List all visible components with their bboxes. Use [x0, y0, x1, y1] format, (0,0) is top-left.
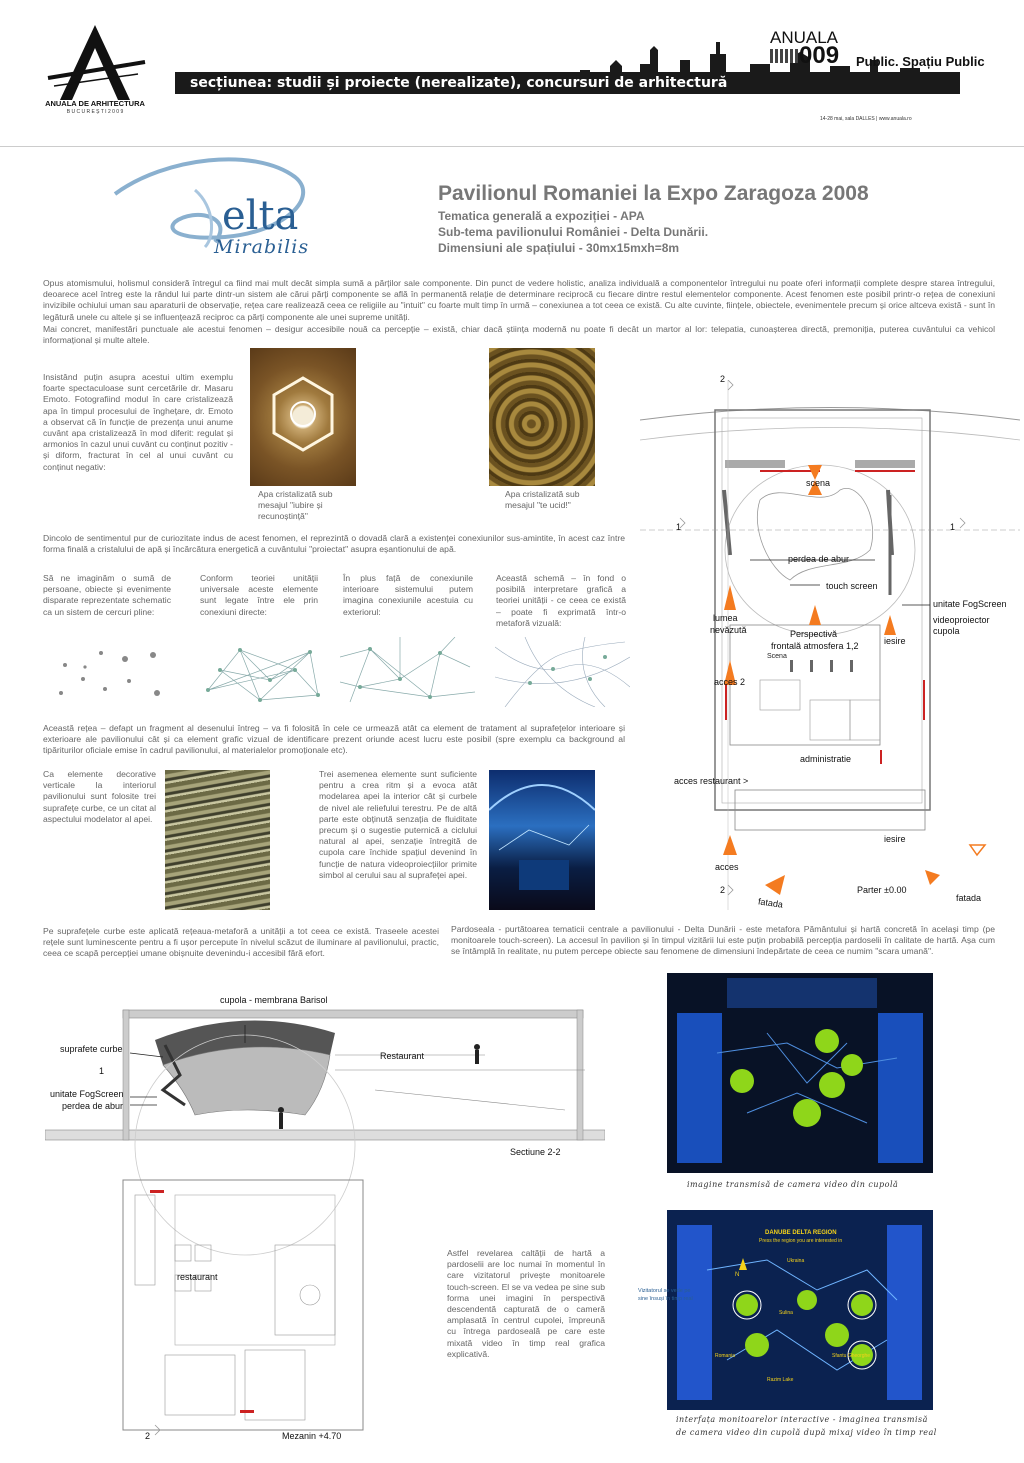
- camera-render: [667, 973, 933, 1173]
- plan-num-1-left: 1: [676, 522, 682, 532]
- plan-iesire-2: iesire: [884, 834, 906, 844]
- vizitator-label-2: sine însuși în timp real: [638, 1296, 693, 1302]
- column-text-1: Să ne imaginăm o sumă de persoane, obiecte și evenimente disparate reprezentate schematic ca un sistem de cercuri pline:: [43, 573, 171, 617]
- plan-scena: scena: [806, 478, 831, 488]
- intro-paragraph-2: Mai concret, manifestări punctuale ale acestui fenomen – desigur accesibile nouă ca percepție – există, chiar dacă știința modernă nu poate fi decât un martor al lor: telepatia, cunoașterea directă, premoniția, puterea cuvântului ca vehicol informațional și multe altele.: [43, 324, 995, 346]
- header-divider: [0, 146, 1024, 147]
- label-restaurant-plan: restaurant: [177, 1272, 218, 1282]
- plan-nevazuta: nevăzută: [710, 625, 747, 635]
- logo-title: ANUALA DE ARHITECTURA: [45, 99, 145, 108]
- decor-paragraph: Ca elemente decorative verticale la interiorul pavilionului sunt folosite trei suprafețe curbe, ce un citat al aspectului modelator al apei.: [43, 769, 156, 824]
- plan-frontala: frontală atmosfera 1,2: [771, 641, 859, 651]
- label-romania: Romania: [715, 1353, 736, 1359]
- plan-touch-screen: touch screen: [826, 581, 878, 591]
- emoto-paragraph: Insistând puțin asupra acestui ultim exemplu foarte spectaculoase sunt cercetările dr. Masaru Emoto. Fotografiind modul în care cristalizează apa în timpul procesului de înghețare, dr. Emoto a observat că în funcție de prezența unui anume cuvânt apa cristalizează în mod diferit: regulat și armonios în cazul unui cuvânt cu conținut pozitiv - și diform, fracturat în cel al unui cuvânt cu conținut negativ:: [43, 372, 233, 472]
- label-cupola-membrana: cupola - membrana Barisol: [220, 995, 328, 1005]
- retea-paragraph: Această rețea – defapt un fragment al desenului întreg – va fi folosită în cele ce urmează atât ca element de tratament al suprafețelor interioare și exterioare ale pavilionului cât și ca element grafic vizual de identificare prezent oriunde acest lucru este posibil (spre exemplu ca background al tipăriturilor oficiale emise în cadrul pavilionului, al materialelor promoționale etc).: [43, 723, 625, 756]
- danube-title: DANUBE DELTA REGION: [765, 1230, 837, 1236]
- anuala-logo-icon: [40, 20, 150, 110]
- plan-perspectiva: Perspectivă: [790, 629, 838, 639]
- render-caption-1: imagine transmisă de camera video din cupolă: [687, 1180, 899, 1189]
- section-drawing: [45, 995, 605, 1445]
- event-info: 14-28 mai, sala DALLES | www.anuala.ro: [820, 116, 912, 122]
- external-connections-diagram: [340, 637, 475, 707]
- plan-lumea: lumea: [713, 613, 738, 623]
- label-sfantu: Sfantu Gheorghe: [832, 1353, 871, 1359]
- subtitle-1: Tematica generală a expoziției - APA: [438, 209, 645, 223]
- logo-subtitle: B U C U R E Ș T I 2 0 0 9: [66, 109, 124, 115]
- delta-logo-script: Mirabilis: [214, 236, 310, 258]
- plan-fogscreen: unitate FogScreen: [933, 599, 1007, 609]
- astfel-paragraph: Astfel revelarea caltății de hartă a pardoselii are loc numai în momentul în care vizitatorul privește monitoarele touch-screen. El se va vedea pe sine sub forma unei imagini în perspectivă descendentă capturată de o cameră amplasată în centrul cupolei, împreună cu întrega pardoseală pe care este mixată video în timp real grafica explicativă.: [447, 1248, 605, 1359]
- plan-num-1-right: 1: [950, 522, 956, 532]
- label-razim: Razim Lake: [767, 1377, 794, 1383]
- trei-paragraph: Trei asemenea elemente sunt suficiente pentru a crea ritm și a evoca atât modelarea apei la interior cât și curbele de nivel ale reliefului terestru. Pe de altă parte este obținută senzația de fluiditate precum și o sugestie puternică a ciclului natural al apei, senzație întregită de cupola care închide spațiul devenind în funcție de natura videoproiecțiilor primite simbol al cerului sau al suprafeței apei.: [319, 769, 477, 880]
- curbe-paragraph: Pe suprafețele curbe este aplicată rețeaua-metaforă a unității a tot ceea ce există. Traseele acestei rețele sunt luminescente pentru a fi ușor percepute în nivelul scăzut de iluminare al pavilionului, practic, ceea ce scapă percepției umane obișnuite devenindu-i accesibil fără efort.: [43, 926, 439, 959]
- plan-videoproiector: videoproiector: [933, 615, 990, 625]
- ground-floor-plan: [640, 374, 1020, 910]
- danube-subtitle: Press the region you are interested in: [759, 1238, 843, 1244]
- caption-crystal-2: Apa cristalizată sub mesajul "te ucid!": [505, 489, 580, 511]
- water-texture-photo: [165, 770, 270, 910]
- column-text-4: Această schemă – în fond o posibilă interpretare grafică a teoriei unității - ce ceea ce există – poate fi exprimată într-o metaforă vizuală:: [496, 573, 626, 628]
- dome-render-photo: [489, 770, 595, 910]
- render-caption-2a: interfața monitoarelor interactive - imaginea transmisă: [676, 1415, 928, 1424]
- north-label: N: [735, 1272, 740, 1278]
- subtitle-2: Sub-tema pavilionului României - Delta Dunării.: [438, 225, 709, 239]
- label-ukraina: Ukraina: [787, 1258, 805, 1264]
- label-num-1: 1: [99, 1066, 105, 1076]
- plan-acces-restaurant: acces restaurant >: [674, 776, 749, 786]
- plan-parter: Parter ±0.00: [857, 885, 907, 895]
- label-mezanin: Mezanin +4.70: [282, 1431, 342, 1441]
- crystal-photo-negative: [489, 348, 595, 486]
- crystal-photo-positive: [250, 348, 356, 486]
- column-text-3: În plus față de conexiunile interioare sistemului putem imagina conexiunile acestuia cu exteriorul:: [343, 573, 473, 617]
- delta-logo-word: elta: [222, 193, 299, 239]
- column-text-2: Conform teoriei unității universale aceste elemente sunt legate între ele prin conexiuni directe:: [200, 573, 318, 617]
- label-num-2: 2: [145, 1431, 151, 1441]
- plan-fatada-2: fatada: [956, 893, 982, 903]
- page-title: Pavilionul Romaniei la Expo Zaragoza 2008: [438, 182, 869, 205]
- intro-paragraph: Opus atomismului, holismul consideră întregul ca fiind mai mult decât simpla sumă a părților sale componente. Din punct de vedere holistic, analiza individuală a componentelor întregului nu poate oferi informații complete despre starea întregului, deoarece acel întreg este la rândul lui parte dintr-un sistem ale cărui părți componente se află în permanentă relație de determinare reciprocă cu fiecare dintre restul elementelor componente. Acest fenomen este posibil printr-o rețea de conexiuni invizibile ochiului uman sau aparaturii de observație, rețea care realizează ceea ce religiile au "intuit" cu foarte mult timp în urmă – conexiunea a tot ceea ce există. Cu alte cuvinte, ființele, obiectele, evenimentele precum și orice altceva există - sunt în legătură unele cu altele și se influențează reciproc ca părți componente ale unei supreme unități.: [43, 278, 995, 322]
- metaphor-diagram: [495, 637, 630, 707]
- plan-iesire-1: iesire: [884, 636, 906, 646]
- plan-acces: acces: [715, 862, 739, 872]
- plan-fatada-1: fatada: [757, 896, 784, 910]
- anuala-number: 009: [799, 42, 840, 69]
- render-caption-2b: de camera video din cupolă după mixaj video în timp real: [676, 1428, 937, 1437]
- dots-diagram: [45, 645, 175, 705]
- plan-administratie: administratie: [800, 754, 852, 764]
- anuala-word: ANUALA: [770, 28, 839, 47]
- plan-cupola: cupola: [933, 626, 960, 636]
- pardoseala-paragraph: Pardoseala - purtătoarea tematicii centrale a pavilionului - Delta Dunării - este metafora Pământului și hartă concretă în același timp (pe monitoarele touch-screen). La accesul în pavilion și în timpul vizitării lui este puțin probabilă percepția pardoselii în calitate de hartă. Așa cum se întâmplă în realitate, nu putem percepe obiecte sau fenomene de dimensiuni îndepărtate de ceea ce numim "scara umană".: [451, 924, 995, 957]
- label-sectiune: Sectiune 2-2: [510, 1147, 561, 1157]
- label-suprafete-curbe: suprafete curbe: [60, 1044, 123, 1054]
- subtitle-3: Dimensiuni ale spațiului - 30mx15mxh=8m: [438, 241, 680, 255]
- banner-text: secțiunea: studii și proiecte (nerealizate), concursuri de arhitectură: [190, 75, 728, 91]
- dots-icon: [770, 49, 798, 63]
- label-perdea-abur: perdea de abur: [62, 1101, 124, 1111]
- vizitator-label-1: Vizitatorul se vede pe: [638, 1288, 691, 1294]
- plan-scena-small: Scena: [767, 653, 787, 660]
- tagline: Public. Spațiu Public: [856, 54, 985, 69]
- interface-render: [667, 1210, 933, 1410]
- label-unitate-fogscreen: unitate FogScreen: [50, 1089, 124, 1099]
- label-restaurant-top: Restaurant: [380, 1051, 425, 1061]
- dincolo-paragraph: Dincolo de sentimentul pur de curiozitate indus de acest fenomen, el reprezintă o dovadă clară a existenței conexiunilor sus-amintite, în acest caz între forma finală a cristalului de apă și încărcătura energetică a cuvântului "proiectat" asupra eșantionului de apă.: [43, 533, 625, 555]
- plan-acces-2: acces 2: [714, 677, 746, 687]
- plan-num-2-top: 2: [720, 374, 726, 384]
- connections-diagram: [200, 640, 325, 705]
- label-sulina: Sulina: [779, 1310, 793, 1316]
- caption-crystal-1: Apa cristalizată sub mesajul "iubire și recunoștință": [258, 489, 333, 522]
- plan-num-2-bottom: 2: [720, 885, 726, 895]
- plan-perdea: perdea de abur: [788, 554, 850, 564]
